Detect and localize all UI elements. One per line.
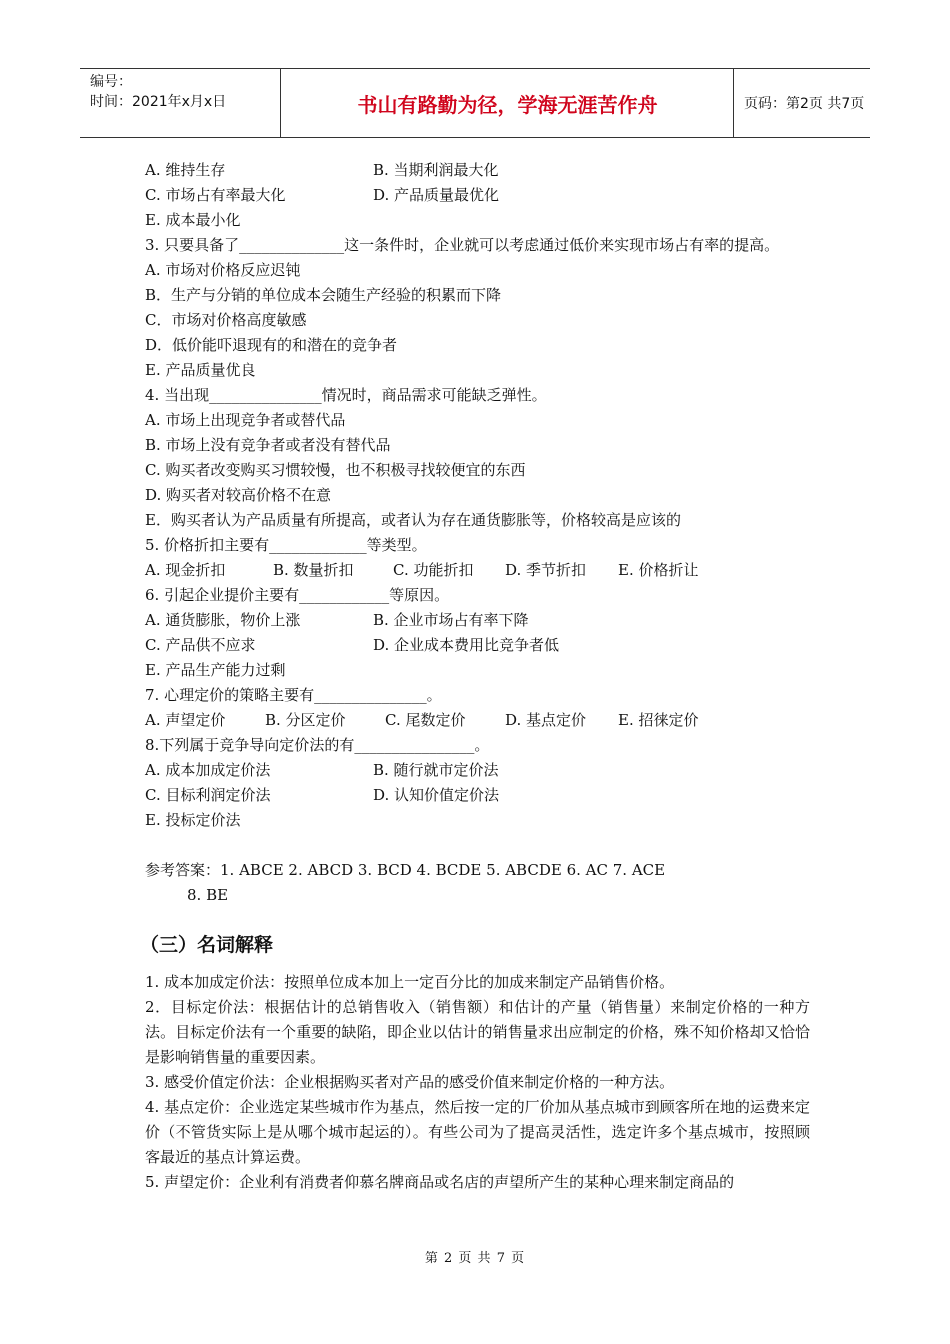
option: A. 市场上出现竞争者或替代品	[145, 411, 346, 429]
page-footer: 第 2 页 共 7 页	[424, 1251, 526, 1266]
option-row	[145, 758, 810, 783]
option: B．生产与分销的单位成本会随生产经验的积累而下降	[145, 286, 502, 304]
option: D. 基点定价	[505, 711, 587, 729]
option-row	[145, 708, 810, 733]
option: B. 随行就市定价法	[373, 761, 499, 779]
option-row	[145, 783, 810, 808]
option: C. 购买者改变购买习惯较慢，也不积极寻找较便宜的东西	[145, 461, 526, 479]
header-motto: 书山有路勤为径，学海无涯苦作舟	[282, 69, 734, 137]
option: E. 成本最小化	[145, 211, 241, 229]
question-stem: 3. 只要具备了______________这一条件时，企业就可以考虑通过低价来实现市场占有率的提高。	[145, 236, 780, 254]
header-page-label: 页码：第2页 共7页	[744, 96, 865, 112]
option-row	[145, 158, 810, 183]
option: C. 功能折扣	[393, 561, 474, 579]
option: D．低价能吓退现有的和潜在的竞争者	[145, 336, 398, 354]
term-definition: 5. 声望定价：企业利有消费者仰慕名牌商品或名店的声望所产生的某种心理来制定商品的	[145, 1173, 735, 1191]
number-label: 编号：	[90, 74, 132, 90]
option: B. 企业市场占有率下降	[373, 611, 529, 629]
option: D. 季节折扣	[505, 561, 587, 579]
option: C. 产品供不应求	[145, 636, 256, 654]
option: D. 购买者对较高价格不在意	[145, 486, 332, 504]
section-title: （三）名词解释	[140, 934, 274, 956]
term-definition: 3. 感受价值定价法：企业根据购买者对产品的感受价值来制定价格的一种方法。	[145, 1073, 675, 1091]
header-info-cell	[80, 69, 281, 137]
question-stem: 6. 引起企业提价主要有____________等原因。	[145, 586, 450, 604]
term-definition: 4. 基点定价：企业选定某些城市作为基点，然后按一定的厂价加从基点城市到顾客所在地的运费来定价（不管货实际上是从哪个城市起运的）。有些公司为了提高灵活性，选定许多个基点城市，按照顾客最近的基点计算运费。	[145, 1098, 810, 1166]
question-stem: 7. 心理定价的策略主要有_______________。	[145, 686, 442, 704]
question-stem: 8.下列属于竞争导向定价法的有________________。	[145, 736, 490, 754]
option: A. 现金折扣	[145, 561, 226, 579]
option: E. 价格折让	[618, 561, 699, 579]
option: B. 市场上没有竞争者或者没有替代品	[145, 436, 391, 454]
option: E. 投标定价法	[145, 811, 241, 829]
term-definition: 1. 成本加成定价法：按照单位成本加上一定百分比的加成来制定产品销售价格。	[145, 973, 675, 991]
option: D. 企业成本费用比竞争者低	[373, 636, 560, 654]
time-label: 时间：2021年x月x日	[90, 94, 227, 110]
option: B. 数量折扣	[273, 561, 354, 579]
option-row	[145, 558, 810, 583]
option: A. 声望定价	[145, 711, 226, 729]
option: A. 市场对价格反应迟钝	[145, 261, 301, 279]
option: C. 尾数定价	[385, 711, 466, 729]
option: D. 认知价值定价法	[373, 786, 500, 804]
option: E. 产品质量优良	[145, 361, 256, 379]
option: A. 维持生存	[145, 161, 226, 179]
document-body	[140, 158, 810, 1195]
option-row	[145, 608, 810, 633]
question-stem: 4. 当出现_______________情况时，商品需求可能缺乏弹性。	[145, 386, 547, 404]
option: B. 分区定价	[265, 711, 346, 729]
option: B. 当期利润最大化	[373, 161, 499, 179]
option: C. 目标利润定价法	[145, 786, 271, 804]
option: E. 招徕定价	[618, 711, 699, 729]
option-row	[145, 183, 810, 208]
page-header	[80, 68, 870, 138]
answer-key: 参考答案：1. ABCE 2. ABCD 3. BCD 4. BCDE 5. ABCDE 6. AC 7. ACE	[145, 861, 666, 879]
option: D. 产品质量最优化	[373, 186, 500, 204]
option-row	[145, 633, 810, 658]
option: A. 成本加成定价法	[145, 761, 271, 779]
option: E．购买者认为产品质量有所提高，或者认为存在通货膨胀等，价格较高是应该的	[145, 511, 681, 529]
question-stem: 5. 价格折扣主要有_____________等类型。	[145, 536, 427, 554]
option: C. 市场占有率最大化	[145, 186, 286, 204]
option: C．市场对价格高度敏感	[145, 311, 307, 329]
option: E. 产品生产能力过剩	[145, 661, 286, 679]
term-definition: 2．目标定价法：根据估计的总销售收入（销售额）和估计的产量（销售量）来制定价格的一种方法。目标定价法有一个重要的缺陷，即企业以估计的销售量求出应制定的价格，殊不知价格却又恰恰是影响销售量的重要因素。	[145, 998, 810, 1066]
option: A. 通货膨胀，物价上涨	[145, 611, 301, 629]
answer-key-continued: 8. BE	[187, 886, 229, 904]
